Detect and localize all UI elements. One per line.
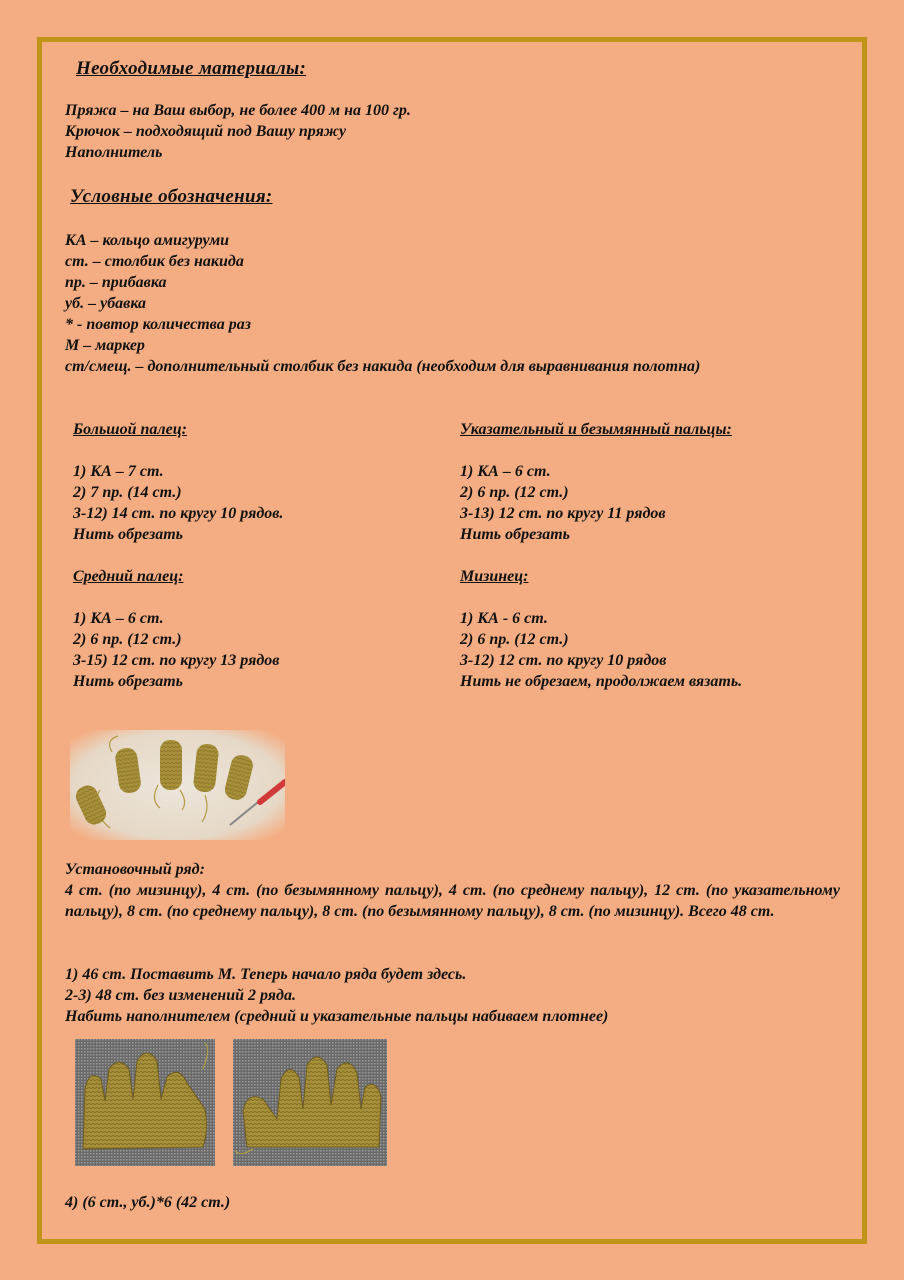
middle-step: 1) КА – 6 ст. xyxy=(73,610,164,627)
pinky-step: 2) 6 пр. (12 ст.) xyxy=(460,631,569,648)
legend-line: ст. – столбик без накида xyxy=(65,253,244,270)
pinky-step: Нить не обрезаем, продолжаем вязать. xyxy=(460,673,743,690)
materials-heading: Необходимые материалы: xyxy=(76,58,307,79)
thumb-step: 3-12) 14 ст. по кругу 10 рядов. xyxy=(73,505,284,522)
materials-list xyxy=(65,100,411,163)
setup-text: 4 ст. (по мизинцу), 4 ст. (по безымянному пальцу), 4 ст. (по среднему пальцу), 12 ст. (по указательному пальцу), 8 ст. (по среднему пальцу), 8 ст. (по безымянному пальцу), 8 ст. (по мизинцу). Всего 48 ст. xyxy=(65,882,840,920)
setup-title: Установочный ряд: xyxy=(65,861,205,878)
index-ring-step: Нить обрезать xyxy=(460,526,570,543)
thumb-steps xyxy=(73,461,283,545)
hand-photo-1 xyxy=(75,1039,215,1166)
thumb-title: Большой палец: xyxy=(73,421,187,438)
pinky-step: 1) КА - 6 ст. xyxy=(460,610,548,627)
row-line: 2-3) 48 ст. без изменений 2 ряда. xyxy=(65,987,296,1004)
materials-line: Наполнитель xyxy=(65,144,163,161)
final-row: 4) (6 ст., уб.)*6 (42 ст.) xyxy=(65,1194,231,1211)
hand-photo-2 xyxy=(233,1039,387,1166)
thumb-step: Нить обрезать xyxy=(73,526,183,543)
row-line: Набить наполнителем (средний и указательные пальцы набиваем плотнее) xyxy=(65,1008,609,1025)
legend-list xyxy=(65,230,700,377)
legend-line: КА – кольцо амигуруми xyxy=(65,232,230,249)
middle-step: Нить обрезать xyxy=(73,673,183,690)
index-ring-step: 3-13) 12 ст. по кругу 11 рядов xyxy=(460,505,666,522)
index-ring-title: Указательный и безымянный пальцы: xyxy=(460,421,732,438)
pinky-title: Мизинец: xyxy=(460,568,529,585)
rows-list xyxy=(65,964,608,1027)
legend-line: пр. – прибавка xyxy=(65,274,167,291)
thumb-step: 2) 7 пр. (14 ст.) xyxy=(73,484,182,501)
legend-line: М – маркер xyxy=(65,337,145,354)
middle-step: 3-15) 12 ст. по кругу 13 рядов xyxy=(73,652,280,669)
middle-step: 2) 6 пр. (12 ст.) xyxy=(73,631,182,648)
index-ring-step: 1) КА – 6 ст. xyxy=(460,463,551,480)
pinky-step: 3-12) 12 ст. по кругу 10 рядов xyxy=(460,652,667,669)
legend-line: уб. – убавка xyxy=(65,295,147,312)
fingers-photo xyxy=(70,730,285,840)
middle-title: Средний палец: xyxy=(73,568,184,585)
legend-line: ст/смещ. – дополнительный столбик без накида (необходим для выравнивания полотна) xyxy=(65,358,701,375)
index-ring-steps xyxy=(460,461,666,545)
materials-line: Крючок – подходящий под Вашу пряжу xyxy=(65,123,347,140)
row-line: 1) 46 ст. Поставить М. Теперь начало ряда будет здесь. xyxy=(65,966,467,983)
index-ring-step: 2) 6 пр. (12 ст.) xyxy=(460,484,569,501)
legend-heading: Условные обозначения: xyxy=(70,186,273,207)
pinky-steps xyxy=(460,608,742,692)
thumb-step: 1) КА – 7 ст. xyxy=(73,463,164,480)
middle-steps xyxy=(73,608,279,692)
materials-line: Пряжа – на Ваш выбор, не более 400 м на 100 гр. xyxy=(65,102,411,119)
legend-line: * - повтор количества раз xyxy=(65,316,251,333)
